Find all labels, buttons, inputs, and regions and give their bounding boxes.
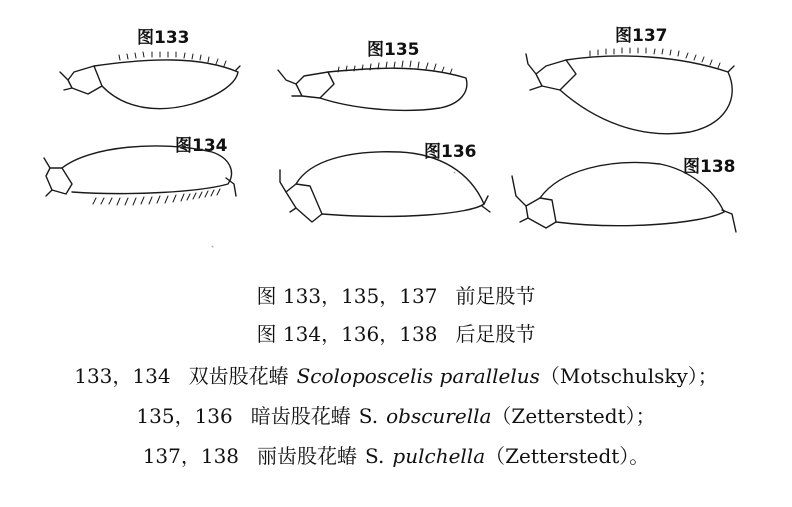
caption-figs-fore: 图 133，135，137 xyxy=(256,284,438,308)
caption-hind-femur: 后足股节 xyxy=(455,322,536,346)
femur-drawing-137 xyxy=(526,48,734,134)
caption-species-sci-2: obscurella xyxy=(386,404,492,428)
caption-line-4 xyxy=(0,403,792,429)
caption-line-2 xyxy=(0,321,792,347)
caption-species-nums-3: 137，138 xyxy=(142,444,240,468)
caption-line-3 xyxy=(0,363,792,389)
caption-fore-femur: 前足股节 xyxy=(455,284,536,308)
caption-species-cn-1: 双齿股花蝽 xyxy=(188,364,289,388)
caption-species-genus-2: S. xyxy=(358,404,379,428)
caption-line-1 xyxy=(0,283,792,309)
figure-label-134: 图134 xyxy=(175,136,228,156)
femur-drawing-135 xyxy=(278,61,467,110)
caption-species-author-3: （Zetterstedt）。 xyxy=(485,444,650,468)
femur-drawing-133 xyxy=(60,52,240,109)
caption-species-author-1: （Motschulsky）； xyxy=(539,364,718,388)
femur-drawing-134 xyxy=(44,146,236,205)
femur-drawing-136 xyxy=(280,152,490,222)
figure-label-135: 图135 xyxy=(367,40,420,60)
figure-label-136: 图136 xyxy=(424,142,477,162)
caption-figs-hind: 图 134，136，138 xyxy=(256,322,438,346)
caption-species-genus-3: S. xyxy=(365,444,385,468)
figure-label-133: 图133 xyxy=(137,28,190,48)
femur-drawing-138 xyxy=(512,162,736,232)
caption-species-sci-1: Scoloposcelis parallelus xyxy=(296,364,540,388)
figure-label-137: 图137 xyxy=(615,26,668,46)
caption-species-sci-3: pulchella xyxy=(392,444,486,468)
caption-species-author-2: （Zetterstedt）； xyxy=(491,404,656,428)
caption-species-cn-3: 丽齿股花蝽 xyxy=(257,444,358,468)
caption-line-5 xyxy=(0,443,792,469)
caption-species-nums-1: 133，134 xyxy=(74,364,171,388)
caption-species-nums-2: 135，136 xyxy=(136,404,233,428)
caption-species-cn-2: 暗齿股花蝽 xyxy=(250,404,351,428)
figure-label-138: 图138 xyxy=(683,157,736,177)
